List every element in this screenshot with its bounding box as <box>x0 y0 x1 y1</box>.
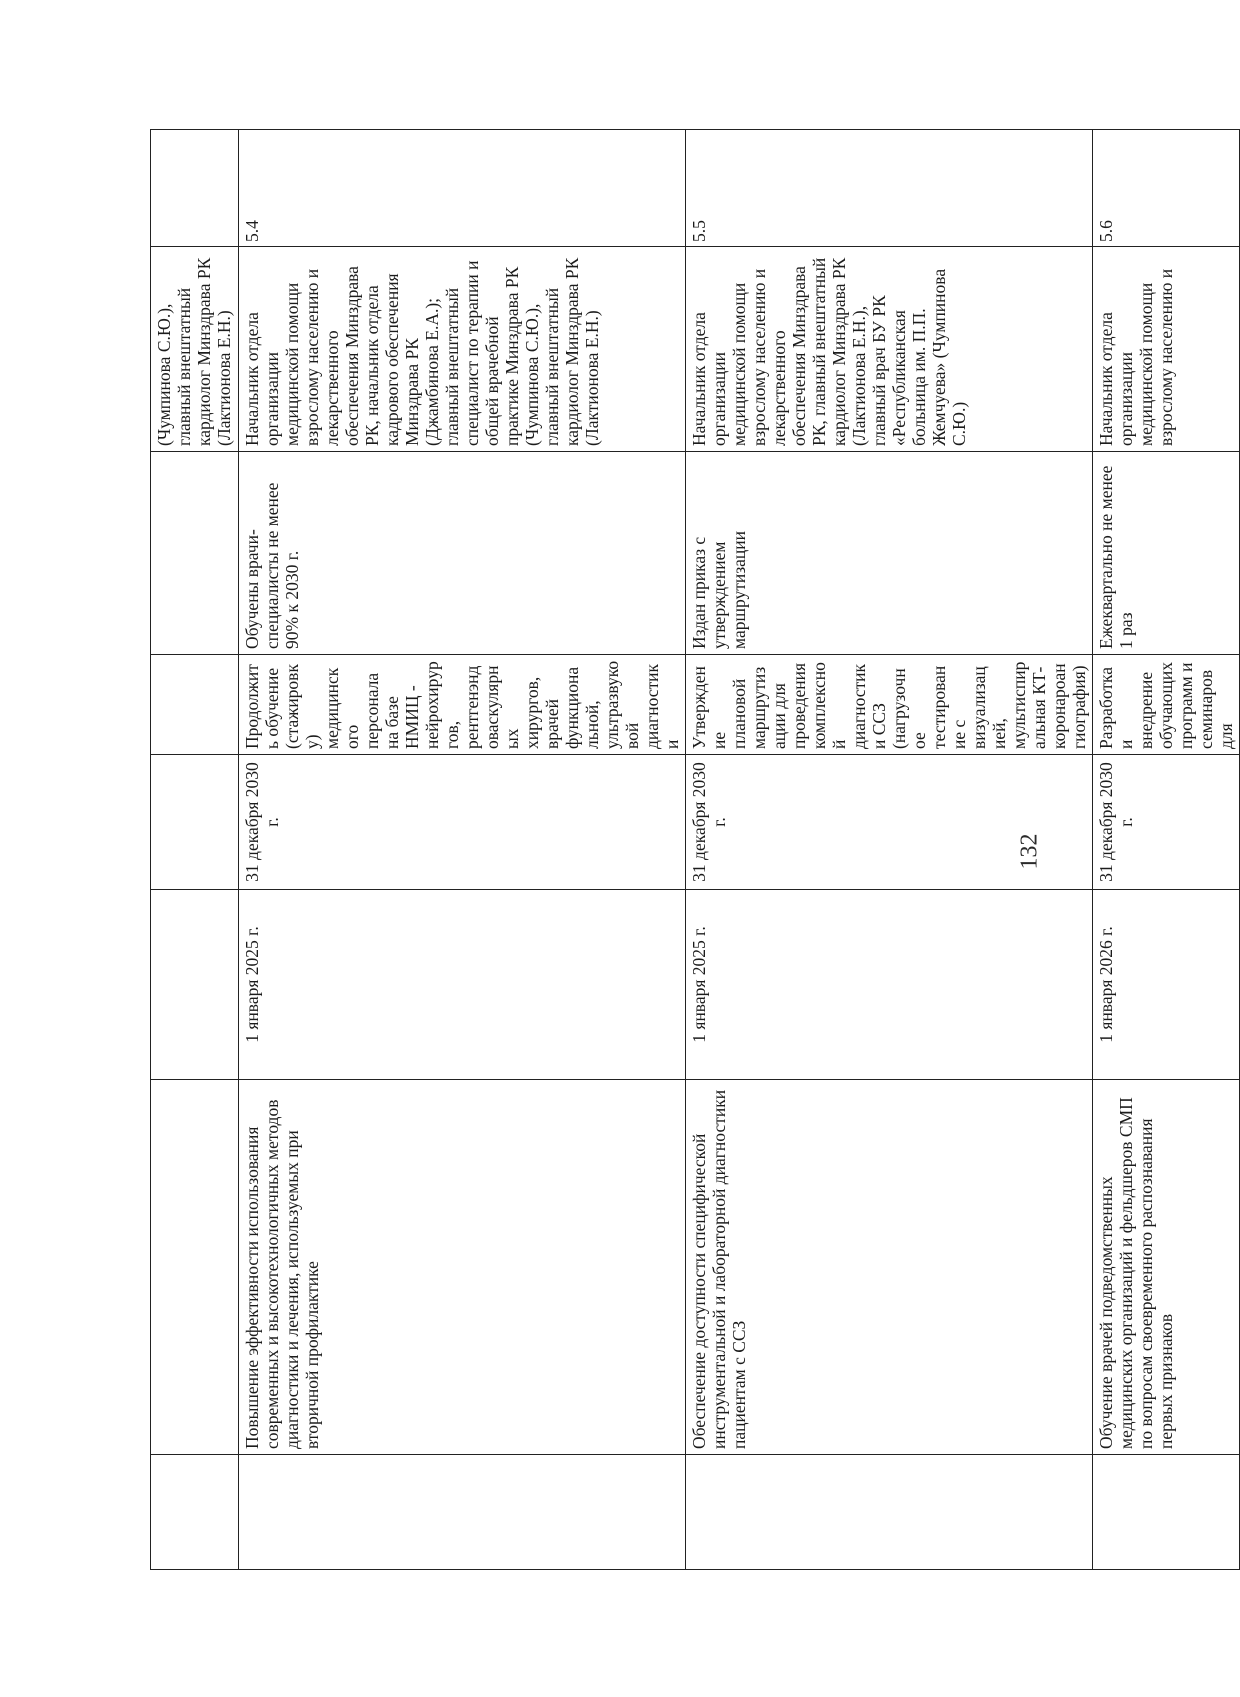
result-cell: Обучены врачи-специалисты не менее 90% к 2030 г. <box>239 452 686 655</box>
result-cell: Издан приказ с утверждением маршрутизации <box>686 452 1093 655</box>
row-continuation-cell <box>151 1455 239 1570</box>
end-date-cell: 31 декабря 2030 г. <box>239 755 686 890</box>
plan-table <box>150 129 1240 1570</box>
row-continuation-cell <box>686 1455 1093 1570</box>
event-cell: Продолжить обучение (стажировку) медицинского персонала на базе НМИЦ - нейрохирургов, рентгенэндоваскулярных хирургов, врачей функциональной, ультразвуковой диагностики <box>239 655 686 755</box>
responsible-cell: (Чумпинова С.Ю.), главный внештатный кардиолог Минздрава РК (Лактионова Е.Н.) <box>151 247 239 452</box>
task-cell: Обеспечение доступности специфической инструментальной и лабораторной диагностики пациентам с ССЗ <box>686 1080 1093 1455</box>
event-cell: Разработка и внедрение обучающих программ и семинаров для <box>1093 655 1240 755</box>
row-number-cell <box>151 130 239 247</box>
result-cell <box>151 452 239 655</box>
task-cell: Обучение врачей подведомственных медицинских организаций и фельдшеров СМП по вопросам своевременного распознавания первых признаков <box>1093 1080 1240 1455</box>
event-cell: Утверждение плановой маршрутизации для проведения комплексной диагностики ССЗ (нагрузочное тестирование с визуализацией, мультиспиральная КТ-коронароангиография) <box>686 655 1093 755</box>
table-row <box>151 130 239 1570</box>
start-date-cell: 1 января 2025 г. <box>239 890 686 1080</box>
responsible-cell: Начальник отдела организации медицинской помощи взрослому населению и <box>1093 247 1240 452</box>
row-number-cell: 5.6 <box>1093 130 1240 247</box>
responsible-cell: Начальник отдела организации медицинской помощи взрослому населению и лекарственного обеспечения Минздрава РК, главный внештатный кардиолог Минздрава РК (Лактионова Е.Н.), главный врач БУ РК «Республиканская больница им. П.П. Жемчуева» (Чумпинова С.Ю.) <box>686 247 1093 452</box>
page-number-text: 132 <box>1016 833 1043 870</box>
event-cell <box>151 655 239 755</box>
row-number-cell: 5.4 <box>239 130 686 247</box>
row-continuation-cell <box>1093 1455 1240 1570</box>
result-cell: Ежеквартально не менее 1 раз <box>1093 452 1240 655</box>
row-number-cell: 5.5 <box>686 130 1093 247</box>
start-date-cell: 1 января 2025 г. <box>686 890 1093 1080</box>
start-date-cell: 1 января 2026 г. <box>1093 890 1240 1080</box>
table-row <box>239 130 686 1570</box>
end-date-cell <box>151 755 239 890</box>
row-continuation-cell <box>239 1455 686 1570</box>
responsible-cell: Начальник отдела организации медицинской помощи взрослому населению и лекарственного обеспечения Минздрава РК, начальник отдела кадрового обеспечения Минздрава РК (Джамбинова Е.А.); главный внештатный специалист по терапии и общей врачебной практике Минздрава РК (Чумпинова С.Ю.), главный внештатный кардиолог Минздрава РК (Лактионова Е.Н.) <box>239 247 686 452</box>
page-number <box>1010 820 1050 880</box>
start-date-cell <box>151 890 239 1080</box>
task-cell <box>151 1080 239 1455</box>
table-row <box>1093 130 1240 1570</box>
task-cell: Повышение эффективности использования современных и высокотехнологичных методов диагностики и лечения, используемых при вторичной профилактике <box>239 1080 686 1455</box>
end-date-cell: 31 декабря 2030 г. <box>1093 755 1240 890</box>
end-date-cell: 31 декабря 2030 г. <box>686 755 1093 890</box>
